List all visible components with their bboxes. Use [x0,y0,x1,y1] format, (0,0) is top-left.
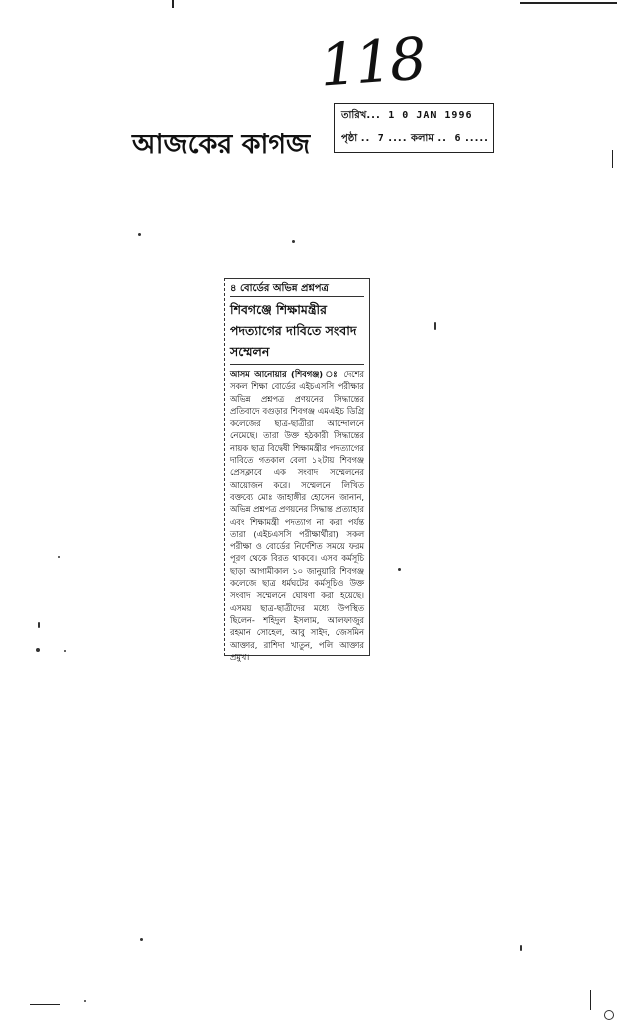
scan-artifact-right [612,150,613,168]
clipping-body-text [230,368,364,663]
stamp-page-column-row: পৃষ্ঠা .. 7 .... কলাম .. 6 ..... [341,133,489,144]
scan-speck [58,556,60,558]
scan-speck [520,945,522,951]
clipping-headline: শিবগঞ্জে শিক্ষামন্ত্রীর পদত্যাগের দাবিতে সংবাদ সম্মেলন [230,299,364,365]
scan-speck [84,1000,86,1002]
scan-artifact-left [172,0,174,8]
news-clipping [224,278,370,662]
stamp-date-row: তারিখ... 1 0 JAN 1996 [341,110,473,121]
scan-artifact-bottom-right [590,990,591,1010]
newspaper-masthead: আজকের কাগজ [132,129,311,160]
archive-stamp [334,103,494,153]
scan-speck [64,650,66,652]
stamp-column-value: 6 [454,133,462,144]
clipping-body: দেশের সকল শিক্ষা বোর্ডের এইচএসসি পরীক্ষার অভিন্ন প্রশ্নপত্র প্রণয়নের সিদ্ধান্তের প্রতিবাদে বগুড়ার শিবগঞ্জ এমএইচ ডিগ্রি কলেজের ছাত্র-ছাত্রীরা আন্দোলনে নেমেছে। তারা উক্ত হঠকারী সিদ্ধান্তের নায়ক ছাত্র বিদ্বেষী শিক্ষামন্ত্রীর পদত্যাগের দাবিতে গতকাল বেলা ১২টায় শিবগঞ্জ প্রেসক্লাবে এক সংবাদ সম্মেলনের আয়োজন করে। সম্মেলনে লিখিত বক্তব্যে মোঃ জাহাঙ্গীর হোসেন জানান, অভিন্ন প্রশ্নপত্র প্রণয়নের সিদ্ধান্ত প্রত্যাহার এবং শিক্ষামন্ত্রী পদত্যাগ না করা পর্যন্ত তারা (এইচএসসি পরীক্ষার্থীরা) সকল পরীক্ষা ও বোর্ডের নির্দেশিত সময়ে ফরম পূরণ থেকে বিরত থাকবে। এসব কর্মসূচি ছাড়া আগামীকাল ১০ জানুয়ারি শিবগঞ্জ কলেজে ছাত্র ধর্মঘটের কর্মসূচিও উক্ত সংবাদ সম্মেলনে ঘোষণা করা হয়েছে। এসময় ছাত্র-ছাত্রীদের মধ্যে উপস্থিত ছিলেন- শহিদুল ইসলাম, আলফাজুর রহমান সোহেল, আবু সাইদ, জেসমিন আক্তার, রাশিদা খাতুন, পলি আক্তার প্রমুখ। [230,369,364,662]
clipping-byline: আসম আনোয়ার (শিবগঞ্জ) ঃ [230,369,340,379]
stamp-date-value: 1 0 JAN 1996 [388,110,473,121]
clipping-kicker: ৪ বোর্ডের অভিন্ন প্রশ্নপত্র [230,282,364,297]
scan-speck [434,322,436,330]
scan-speck [38,622,40,628]
scan-speck [138,233,141,236]
stamp-date-label: তারিখ [341,110,367,121]
scan-speck [292,240,295,243]
stamp-page-value: 7 [377,133,385,144]
stamp-page-label: পৃষ্ঠা [341,133,358,144]
scan-speck [604,1010,614,1020]
scan-speck [36,648,40,652]
scan-artifact-bottom [30,1004,60,1005]
scan-speck [398,568,401,571]
stamp-column-label: কলাম [410,133,434,144]
scan-speck [140,938,143,941]
top-edge-artifact [520,2,617,4]
handwritten-page-number: 118 [317,24,427,100]
